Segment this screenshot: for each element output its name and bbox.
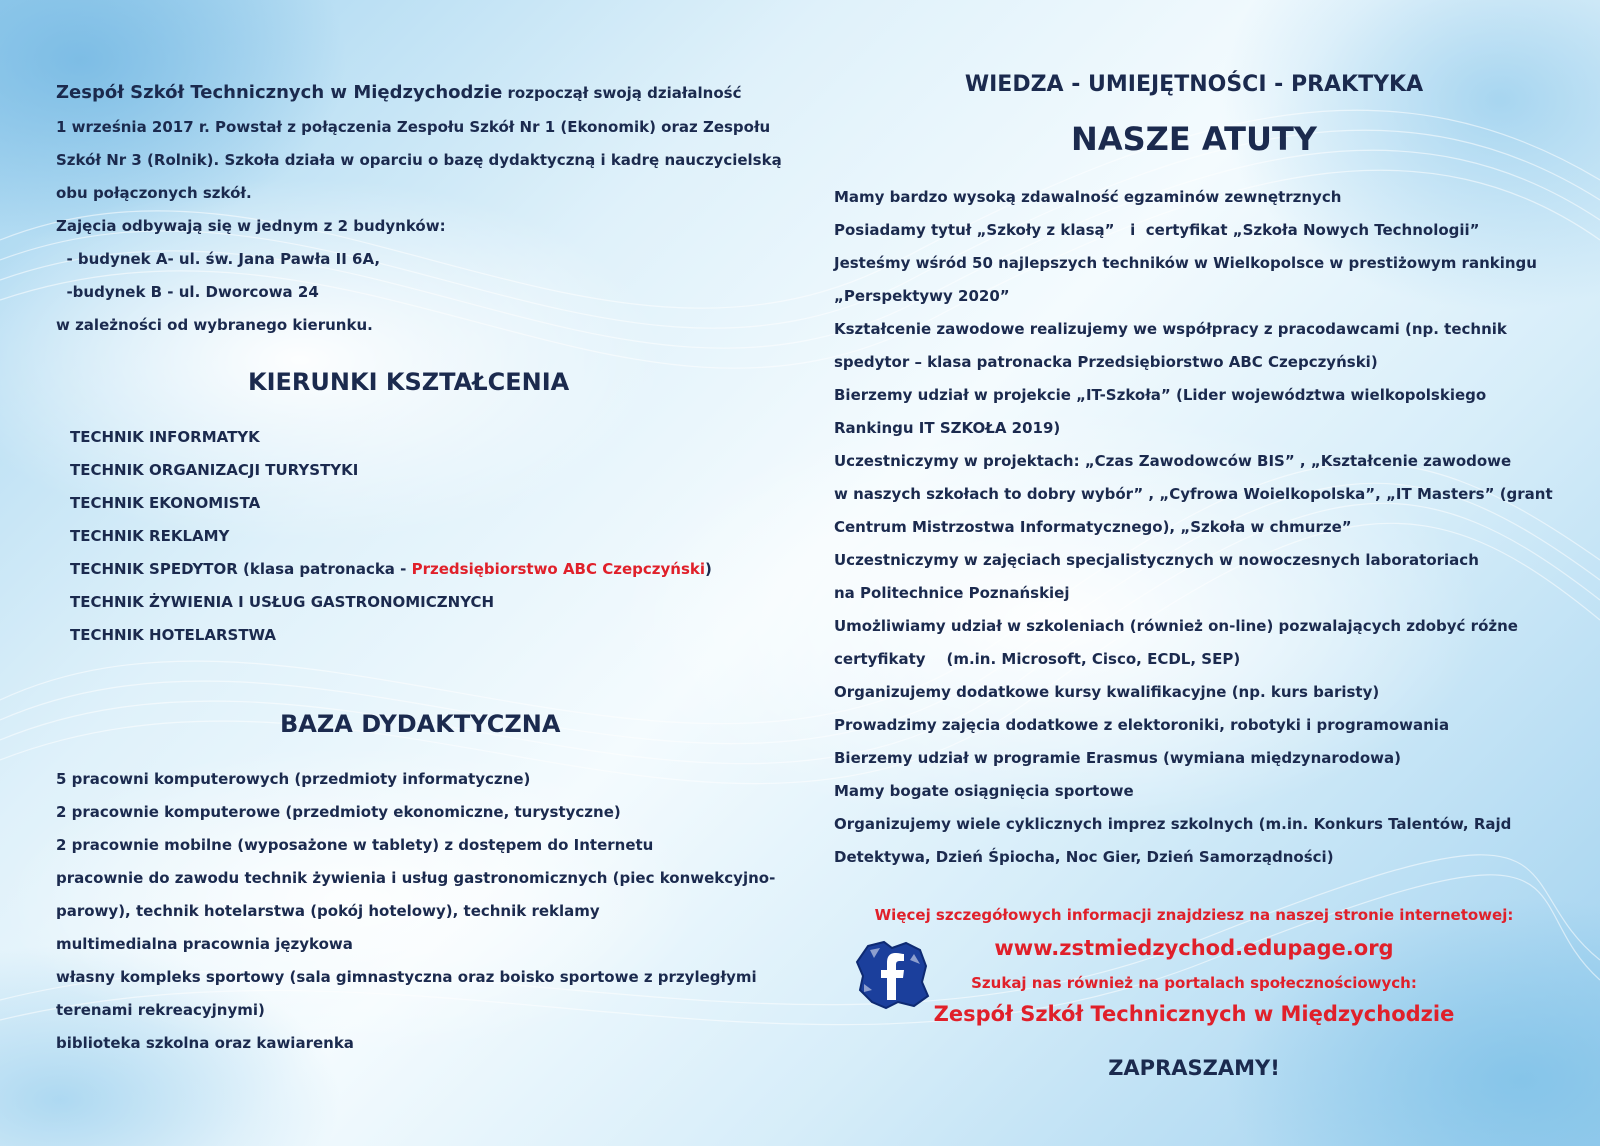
- intro-text-3: obu połączonych szkół.: [56, 184, 252, 202]
- social-school-name: Zespół Szkół Technicznych w Międzychodzie: [933, 1002, 1455, 1026]
- atut-line-3: Jesteśmy wśród 50 najlepszych techników w Wielkopolsce w prestiżowym rankingu: [834, 254, 1537, 272]
- atut-line-12: Uczestniczymy w zajęciach specjalistycznych w nowoczesnych laboratoriach: [834, 551, 1479, 569]
- atut-line-19: Mamy bogate osiągnięcia sportowe: [834, 782, 1134, 800]
- atut-line-2: Posiadamy tytuł „Szkoły z klasą” i certyfikat „Szkoła Nowych Technologii”: [834, 221, 1480, 239]
- spedytor-prefix: TECHNIK SPEDYTOR (klasa patronacka -: [70, 560, 412, 578]
- baza-line-8: terenami rekreacyjnymi): [56, 1001, 265, 1019]
- school-name: Zespół Szkół Technicznych w Międzychodzie: [56, 82, 503, 103]
- intro-text-7: w zależności od wybranego kierunku.: [56, 316, 373, 334]
- baza-line-1: 5 pracowni komputerowych (przedmioty informatyczne): [56, 770, 531, 788]
- atut-line-9: Uczestniczymy w projektach: „Czas Zawodowców BIS” , „Kształcenie zawodowe: [834, 452, 1512, 470]
- kierunek-item-6: TECHNIK HOTELARSTWA: [70, 626, 277, 644]
- spedytor-partner: Przedsiębiorstwo ABC Czepczyński: [411, 560, 705, 578]
- atut-line-10: w naszych szkołach to dobry wybór” , „Cyfrowa Woielkopolska”, „IT Masters” (grant: [834, 485, 1553, 503]
- intro-text-1: 1 września 2017 r. Powstał z połączenia Zespołu Szkół Nr 1 (Ekonomik) oraz Zespołu: [56, 118, 771, 136]
- facebook-icon[interactable]: [854, 940, 930, 1010]
- baza-line-4: pracownie do zawodu technik żywienia i usług gastronomicznych (piec konwekcyjno-: [56, 869, 776, 887]
- intro-text-6: -budynek B - ul. Dworcowa 24: [56, 283, 319, 301]
- atut-line-11: Centrum Mistrzostwa Informatycznego), „Szkoła w chmurze”: [834, 518, 1352, 536]
- atut-line-1: Mamy bardzo wysoką zdawalność egzaminów zewnętrznych: [834, 188, 1342, 206]
- intro-text-2: Szkół Nr 3 (Rolnik). Szkoła działa w oparciu o bazę dydaktyczną i kadrę nauczycielską: [56, 151, 782, 169]
- kierunek-item-5: TECHNIK ŻYWIENIA I USŁUG GASTRONOMICZNYCH: [70, 593, 495, 611]
- baza-line-3: 2 pracownie mobilne (wyposażone w tablety) z dostępem do Internetu: [56, 836, 654, 854]
- baza-line-9: biblioteka szkolna oraz kawiarenka: [56, 1034, 354, 1052]
- intro-text-0: rozpoczął swoją działalność: [502, 84, 742, 102]
- atut-line-4: „Perspektywy 2020”: [834, 287, 1010, 305]
- baza-line-7: własny kompleks sportowy (sala gimnastyczna oraz boisko sportowe z przyległymi: [56, 968, 757, 986]
- baza-title: BAZA DYDAKTYCZNA: [280, 710, 561, 738]
- tagline: WIEDZA - UMIEJĘTNOŚCI - PRAKTYKA: [964, 72, 1424, 97]
- more-info-text: Więcej szczegółowych informacji znajdziesz na naszej stronie internetowej:: [874, 906, 1514, 924]
- social-text: Szukaj nas również na portalach społecznościowych:: [971, 974, 1417, 992]
- atut-line-15: certyfikaty (m.in. Microsoft, Cisco, ECDL, SEP): [834, 650, 1241, 668]
- atut-line-6: spedytor – klasa patronacka Przedsiębiorstwo ABC Czepczyński): [834, 353, 1378, 371]
- atut-line-16: Organizujemy dodatkowe kursy kwalifikacyjne (np. kurs baristy): [834, 683, 1380, 701]
- atut-line-8: Rankingu IT SZKOŁA 2019): [834, 419, 1061, 437]
- atuty-title: NASZE ATUTY: [1071, 120, 1317, 158]
- atut-line-17: Prowadzimy zajęcia dodatkowe z elektoroniki, robotyki i programowania: [834, 716, 1450, 734]
- kierunek-item-spedytor: [70, 560, 712, 578]
- kierunek-item-2: TECHNIK ORGANIZACJI TURYSTYKI: [70, 461, 359, 479]
- intro-line-1: [56, 82, 741, 103]
- intro-text-5: - budynek A- ul. św. Jana Pawła II 6A,: [56, 250, 381, 268]
- website-link[interactable]: www.zstmiedzychod.edupage.org: [994, 936, 1394, 960]
- invite-text: ZAPRASZAMY!: [1108, 1056, 1280, 1080]
- kierunek-item-1: TECHNIK INFORMATYK: [70, 428, 260, 446]
- kierunki-title: KIERUNKI KSZTAŁCENIA: [248, 368, 570, 396]
- atut-line-18: Bierzemy udział w programie Erasmus (wymiana międzynarodowa): [834, 749, 1401, 767]
- baza-line-6: multimedialna pracownia językowa: [56, 935, 353, 953]
- atut-line-21: Detektywa, Dzień Śpiocha, Noc Gier, Dzień Samorządności): [834, 848, 1334, 866]
- atut-line-13: na Politechnice Poznańskiej: [834, 584, 1070, 602]
- baza-line-5: parowy), technik hotelarstwa (pokój hotelowy), technik reklamy: [56, 902, 600, 920]
- intro-text-4: Zajęcia odbywają się w jednym z 2 budynków:: [56, 217, 446, 235]
- atut-line-7: Bierzemy udział w projekcie „IT-Szkoła” (Lider województwa wielkopolskiego: [834, 386, 1487, 404]
- spedytor-suffix: ): [705, 560, 712, 578]
- kierunek-item-4: TECHNIK REKLAMY: [70, 527, 230, 545]
- atut-line-14: Umożliwiamy udział w szkoleniach (również on-line) pozwalających zdobyć różne: [834, 617, 1518, 635]
- atut-line-20: Organizujemy wiele cyklicznych imprez szkolnych (m.in. Konkurs Talentów, Rajd: [834, 815, 1512, 833]
- baza-line-2: 2 pracownie komputerowe (przedmioty ekonomiczne, turystyczne): [56, 803, 621, 821]
- atut-line-5: Kształcenie zawodowe realizujemy we współpracy z pracodawcami (np. technik: [834, 320, 1507, 338]
- kierunek-item-3: TECHNIK EKONOMISTA: [70, 494, 261, 512]
